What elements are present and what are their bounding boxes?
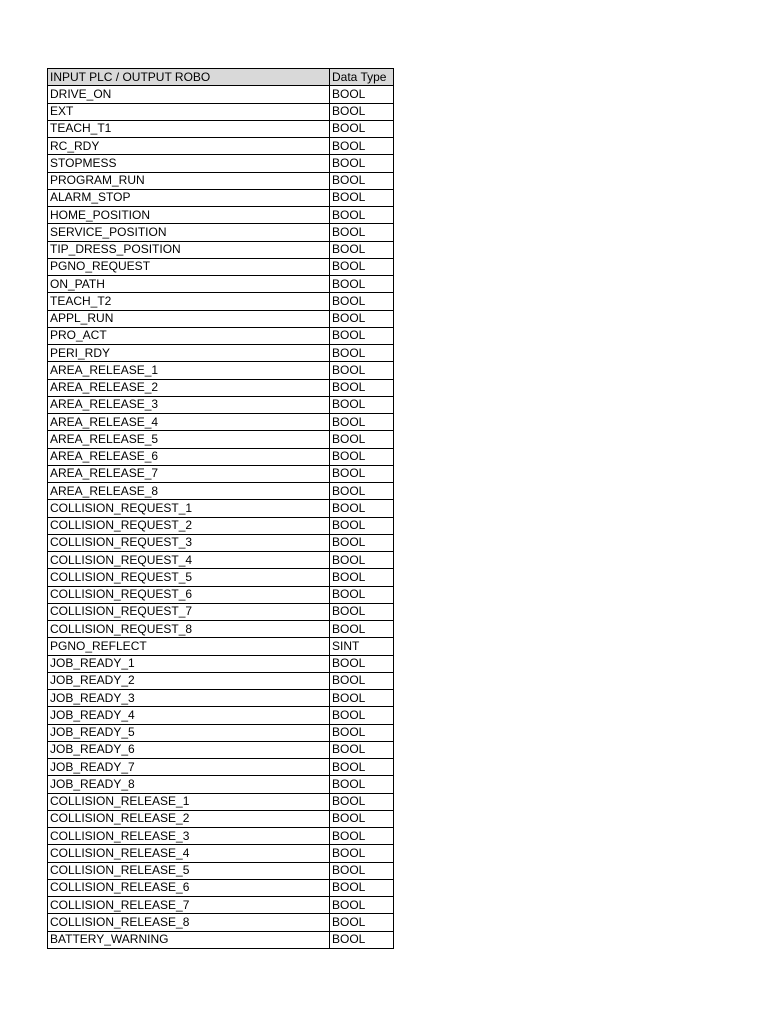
signal-name-cell: JOB_READY_2 [48,672,330,689]
signal-name-cell: AREA_RELEASE_3 [48,396,330,413]
data-type-cell: BOOL [330,86,394,103]
signal-name-cell: TIP_DRESS_POSITION [48,241,330,258]
table-row [48,483,394,500]
signal-name-cell: ALARM_STOP [48,189,330,206]
table-row [48,707,394,724]
signal-name-cell: AREA_RELEASE_2 [48,379,330,396]
table-row [48,621,394,638]
data-type-cell: BOOL [330,741,394,758]
signal-name-cell: COLLISION_REQUEST_5 [48,569,330,586]
data-type-cell: BOOL [330,276,394,293]
data-type-cell: BOOL [330,483,394,500]
table-row [48,155,394,172]
data-type-cell: BOOL [330,879,394,896]
data-type-cell: BOOL [330,707,394,724]
data-type-cell: BOOL [330,155,394,172]
signal-name-cell: PGNO_REQUEST [48,258,330,275]
signal-name-cell: AREA_RELEASE_7 [48,465,330,482]
data-type-cell: BOOL [330,414,394,431]
table-row [48,224,394,241]
signal-name-cell: JOB_READY_4 [48,707,330,724]
signal-name-cell: AREA_RELEASE_6 [48,448,330,465]
signal-name-cell: COLLISION_RELEASE_2 [48,810,330,827]
data-type-cell: BOOL [330,448,394,465]
signal-name-cell: COLLISION_RELEASE_6 [48,879,330,896]
signal-name-cell: BATTERY_WARNING [48,931,330,948]
signal-name-cell: TEACH_T2 [48,293,330,310]
signal-name-cell: AREA_RELEASE_8 [48,483,330,500]
data-type-cell: BOOL [330,241,394,258]
signal-name-cell: PRO_ACT [48,327,330,344]
table-row [48,362,394,379]
data-type-cell: BOOL [330,828,394,845]
signal-name-cell: EXT [48,103,330,120]
signal-name-cell: COLLISION_REQUEST_3 [48,534,330,551]
signal-name-cell: COLLISION_REQUEST_1 [48,500,330,517]
data-type-cell: BOOL [330,690,394,707]
data-type-cell: BOOL [330,431,394,448]
signal-name-cell: COLLISION_REQUEST_8 [48,621,330,638]
data-type-cell: BOOL [330,862,394,879]
table-row [48,897,394,914]
signal-name-cell: PGNO_REFLECT [48,638,330,655]
data-type-cell: BOOL [330,552,394,569]
data-type-cell: BOOL [330,810,394,827]
data-type-cell: BOOL [330,120,394,137]
data-type-cell: BOOL [330,655,394,672]
signal-name-cell: PROGRAM_RUN [48,172,330,189]
table-row [48,327,394,344]
table-row [48,914,394,931]
data-type-cell: BOOL [330,207,394,224]
data-type-cell: BOOL [330,379,394,396]
signal-name-cell: COLLISION_RELEASE_4 [48,845,330,862]
signal-name-cell: HOME_POSITION [48,207,330,224]
data-type-cell: BOOL [330,845,394,862]
spreadsheet-page [47,68,394,949]
table-row [48,414,394,431]
column-header-data-type: Data Type [330,69,394,86]
signal-name-cell: SERVICE_POSITION [48,224,330,241]
table-row [48,724,394,741]
table-row [48,345,394,362]
signal-name-cell: RC_RDY [48,138,330,155]
table-body [48,86,394,949]
signal-name-cell: JOB_READY_5 [48,724,330,741]
io-signal-table [47,68,394,949]
data-type-cell: BOOL [330,172,394,189]
signal-name-cell: STOPMESS [48,155,330,172]
table-row [48,845,394,862]
table-row [48,258,394,275]
table-header-row [48,69,394,86]
table-row [48,172,394,189]
table-row [48,207,394,224]
table-row [48,810,394,827]
signal-name-cell: COLLISION_REQUEST_7 [48,603,330,620]
signal-name-cell: COLLISION_RELEASE_1 [48,793,330,810]
data-type-cell: BOOL [330,621,394,638]
signal-name-cell: JOB_READY_6 [48,741,330,758]
table-row [48,586,394,603]
table-row [48,879,394,896]
table-row [48,862,394,879]
table-row [48,448,394,465]
table-row [48,776,394,793]
table-row [48,931,394,948]
data-type-cell: BOOL [330,103,394,120]
signal-name-cell: COLLISION_REQUEST_4 [48,552,330,569]
signal-name-cell: COLLISION_REQUEST_2 [48,517,330,534]
data-type-cell: BOOL [330,189,394,206]
table-row [48,293,394,310]
signal-name-cell: JOB_READY_7 [48,759,330,776]
data-type-cell: BOOL [330,396,394,413]
data-type-cell: BOOL [330,500,394,517]
table-row [48,655,394,672]
signal-name-cell: COLLISION_RELEASE_8 [48,914,330,931]
data-type-cell: BOOL [330,914,394,931]
data-type-cell: BOOL [330,897,394,914]
table-row [48,500,394,517]
signal-name-cell: COLLISION_REQUEST_6 [48,586,330,603]
data-type-cell: BOOL [330,345,394,362]
table-row [48,86,394,103]
data-type-cell: BOOL [330,534,394,551]
table-row [48,569,394,586]
data-type-cell: BOOL [330,759,394,776]
table-row [48,793,394,810]
signal-name-cell: JOB_READY_8 [48,776,330,793]
table-row [48,638,394,655]
data-type-cell: BOOL [330,603,394,620]
table-row [48,276,394,293]
signal-name-cell: DRIVE_ON [48,86,330,103]
table-row [48,103,394,120]
column-header-signal: INPUT PLC / OUTPUT ROBO [48,69,330,86]
signal-name-cell: PERI_RDY [48,345,330,362]
data-type-cell: SINT [330,638,394,655]
table-row [48,741,394,758]
table-row [48,603,394,620]
signal-name-cell: COLLISION_RELEASE_7 [48,897,330,914]
data-type-cell: BOOL [330,138,394,155]
signal-name-cell: COLLISION_RELEASE_5 [48,862,330,879]
data-type-cell: BOOL [330,931,394,948]
table-row [48,431,394,448]
table-row [48,396,394,413]
signal-name-cell: AREA_RELEASE_1 [48,362,330,379]
signal-name-cell: JOB_READY_1 [48,655,330,672]
table-row [48,310,394,327]
table-row [48,828,394,845]
data-type-cell: BOOL [330,672,394,689]
data-type-cell: BOOL [330,465,394,482]
data-type-cell: BOOL [330,517,394,534]
table-row [48,672,394,689]
signal-name-cell: APPL_RUN [48,310,330,327]
table-row [48,534,394,551]
data-type-cell: BOOL [330,586,394,603]
signal-name-cell: AREA_RELEASE_4 [48,414,330,431]
signal-name-cell: ON_PATH [48,276,330,293]
signal-name-cell: AREA_RELEASE_5 [48,431,330,448]
table-row [48,189,394,206]
signal-name-cell: JOB_READY_3 [48,690,330,707]
table-row [48,690,394,707]
table-row [48,517,394,534]
data-type-cell: BOOL [330,793,394,810]
data-type-cell: BOOL [330,224,394,241]
data-type-cell: BOOL [330,362,394,379]
data-type-cell: BOOL [330,293,394,310]
table-row [48,120,394,137]
table-row [48,379,394,396]
data-type-cell: BOOL [330,258,394,275]
table-row [48,241,394,258]
table-row [48,552,394,569]
data-type-cell: BOOL [330,724,394,741]
signal-name-cell: TEACH_T1 [48,120,330,137]
data-type-cell: BOOL [330,310,394,327]
signal-name-cell: COLLISION_RELEASE_3 [48,828,330,845]
table-row [48,465,394,482]
data-type-cell: BOOL [330,569,394,586]
table-row [48,138,394,155]
table-row [48,759,394,776]
data-type-cell: BOOL [330,327,394,344]
data-type-cell: BOOL [330,776,394,793]
